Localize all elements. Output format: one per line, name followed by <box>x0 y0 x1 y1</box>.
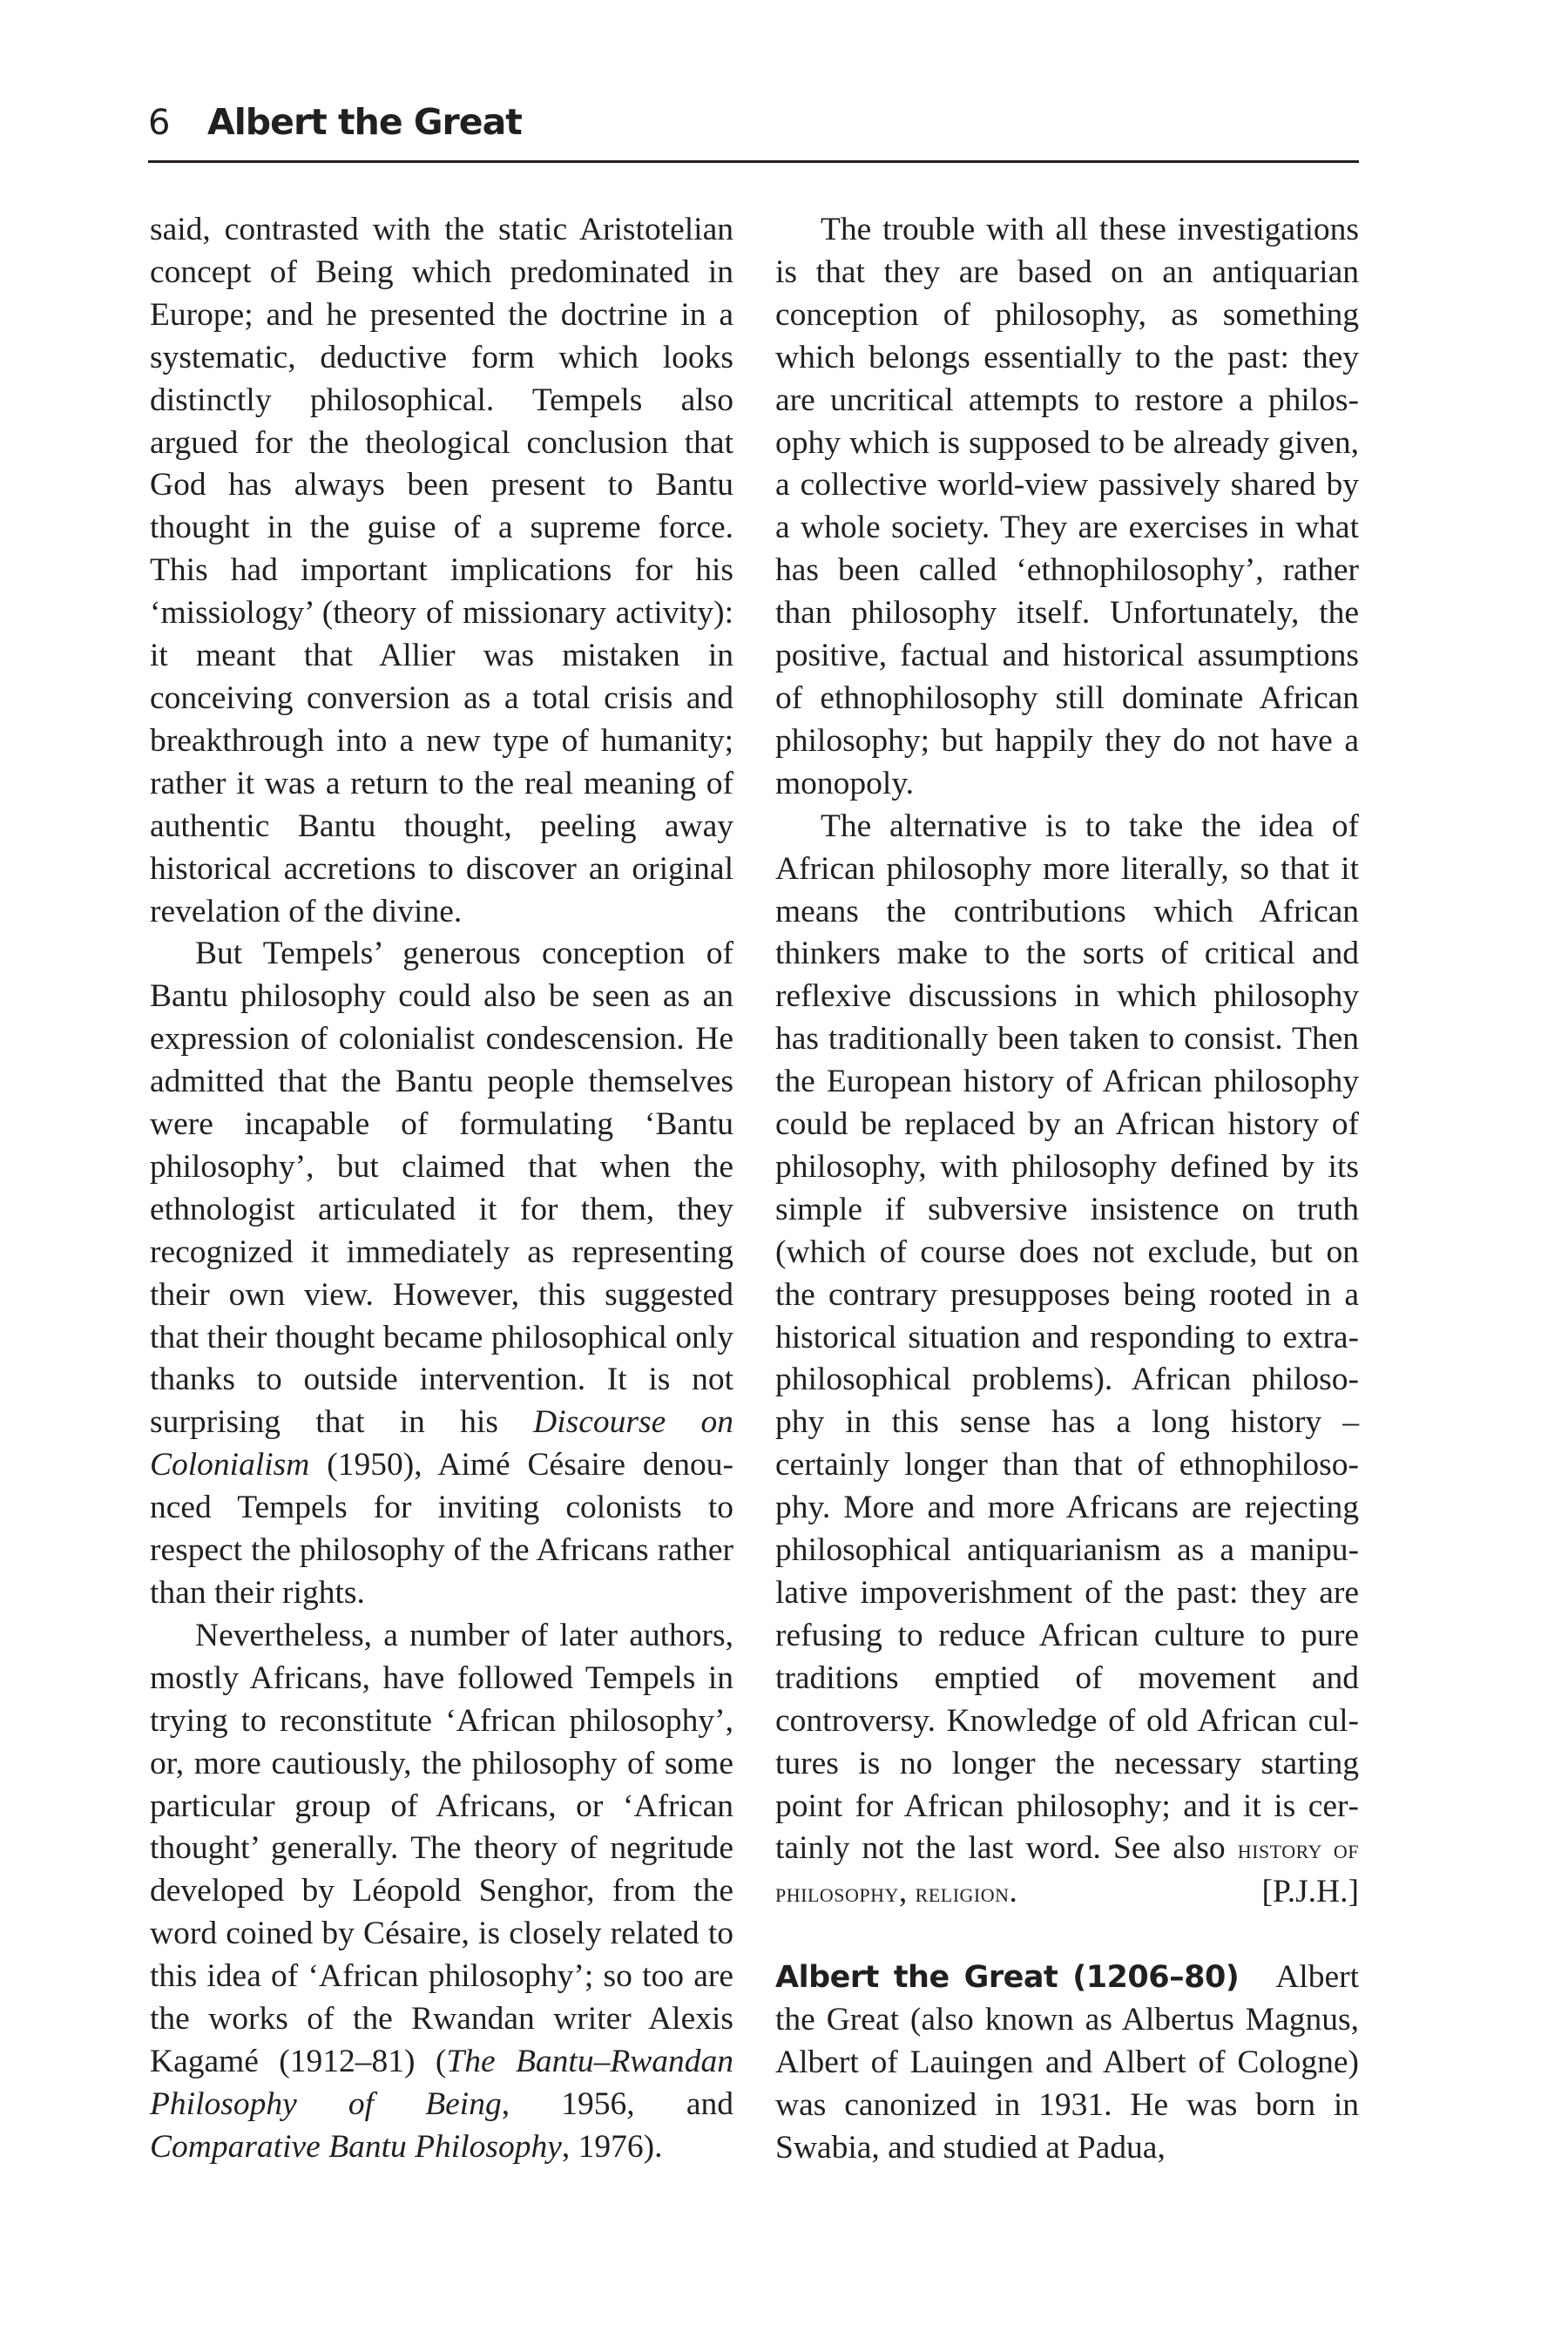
paragraph-text: said, contrasted with the static Aristotelian concept of Being which predominated in Europe; and he presented the doctrine in a systematic, deductive form which looks distinctly philosophical. Tempels also argued for the theological conclusion that God has always been present to Bantu thought in the guise of a supreme force. This had important implications for his ‘missiology’ (theory of missionary activity): it meant that Allier was mistaken in conceiving conversion as a total crisis and breakthrough into a new type of humanity; rather it was a return to the real meaning of authentic Bantu thought, peeling away historical accretions to discover an original revelation of the divine. <box>150 212 733 929</box>
paragraph-text: (1950), Aimé Césaire denounced Tempels for inviting colonists to respect the philosophy of the Africans rather than their rights. <box>150 1447 733 1611</box>
page-number: 6 <box>148 103 171 143</box>
paragraph-text: The trouble with all these investigations is that they are based on an antiquarian conception of philosophy, as something which belongs essentially to the past: they are uncritical attempts to restore a philosophy which is supposed to be already given, a collective world-view passively shared by a whole society. They are exercises in what has been called ‘ethnophilosophy’, rather than philosophy itself. Unfortunately, the positive, factual and historical assumptions of ethnophilosophy still dominate African philosophy; but happily they do not have a monopoly. <box>775 212 1359 801</box>
separator: , <box>898 1874 916 1910</box>
book-title: The Bantu–Rwandan Philosophy of Being <box>150 2043 733 2122</box>
punctuation: . <box>1009 1874 1017 1910</box>
entry-heading: Albert the Great (1206–80) <box>775 1960 1240 1996</box>
paragraph <box>775 806 1359 1916</box>
paragraph-text: , 1976). <box>561 2128 663 2165</box>
cross-reference-link[interactable]: philosophy <box>775 1877 899 1909</box>
book-title: Discourse on Colonialism <box>150 1404 733 1484</box>
paragraph-text: The alternative is to take the idea of African philosophy more literally, so that it means the contributions which African thinkers make to the sorts of critical and reflexive discussions in which philosophy has traditionally been taken to consist. Then the European history of African philosophy could be replaced by an African history of philosophy, with philosophy defined by its simple if subversive insistence on truth (which of course does not exclude, but on the contrary presupposes being rooted in a historical situation and responding to extra-philosophical problems). African philosophy in this sense has a long history – certainly longer than that of ethnophilosophy. More and more Africans are rejecting philosophical antiquarianism as a manipulative impoverishment of the past: they are refusing to reduce African culture to pure traditions emptied of movement and controversy. Knowledge of old African cultures is no longer the necessary starting point for African philosophy; and it is certainly not the last word. See also <box>775 808 1359 1867</box>
running-header <box>148 96 1359 163</box>
right-column <box>775 209 1359 2170</box>
paragraph-text: , 1956, and <box>501 2085 733 2122</box>
entry-paragraph <box>775 1957 1359 2170</box>
paragraph-text: Albert the Great (also known as Albertus Magnus, Albert of Lauingen and Albert of Cologne) was canonized in 1931. He was born in Swabia, and studied at Padua, <box>775 1959 1359 2166</box>
paragraph <box>150 209 733 933</box>
cross-reference-link[interactable]: history of <box>1237 1834 1359 1865</box>
paragraph <box>150 1615 733 2169</box>
book-title: Comparative Bantu Philosophy <box>150 2128 562 2165</box>
paragraph-text: Nevertheless, a number of later authors, mostly Africans, have followed Tempels in trying to reconstitute ‘African philosophy’, or, more cautiously, the philosophy of some particular group of Africans, or ‘African thought’ generally. The theory of negritude developed by Léopold Senghor, from the word coined by Césaire, is closely related to this idea of ‘African philosophy’; so too are the works of the Rwandan writer Alexis Kagamé (1912–81) ( <box>150 1617 733 2079</box>
left-column <box>150 209 733 2169</box>
paragraph <box>775 209 1359 806</box>
paragraph <box>150 933 733 1615</box>
author-initials: [P.J.H.] <box>1261 1874 1359 1910</box>
paragraph-text: But Tempels’ generous conception of Bantu philosophy could also be seen as an expression of colonialist condescension. He admitted that the Bantu people themselves were incapable of formulating ‘Bantu philosophy’, but claimed that when the ethnologist articulated it for them, they recognized it immediately as representing their own view. However, this suggested that their thought became philosophical only thanks to outside intervention. It is not surprising that in his <box>150 936 733 1441</box>
running-title: Albert the Great <box>207 101 522 143</box>
cross-reference-link[interactable]: religion <box>915 1877 1010 1909</box>
